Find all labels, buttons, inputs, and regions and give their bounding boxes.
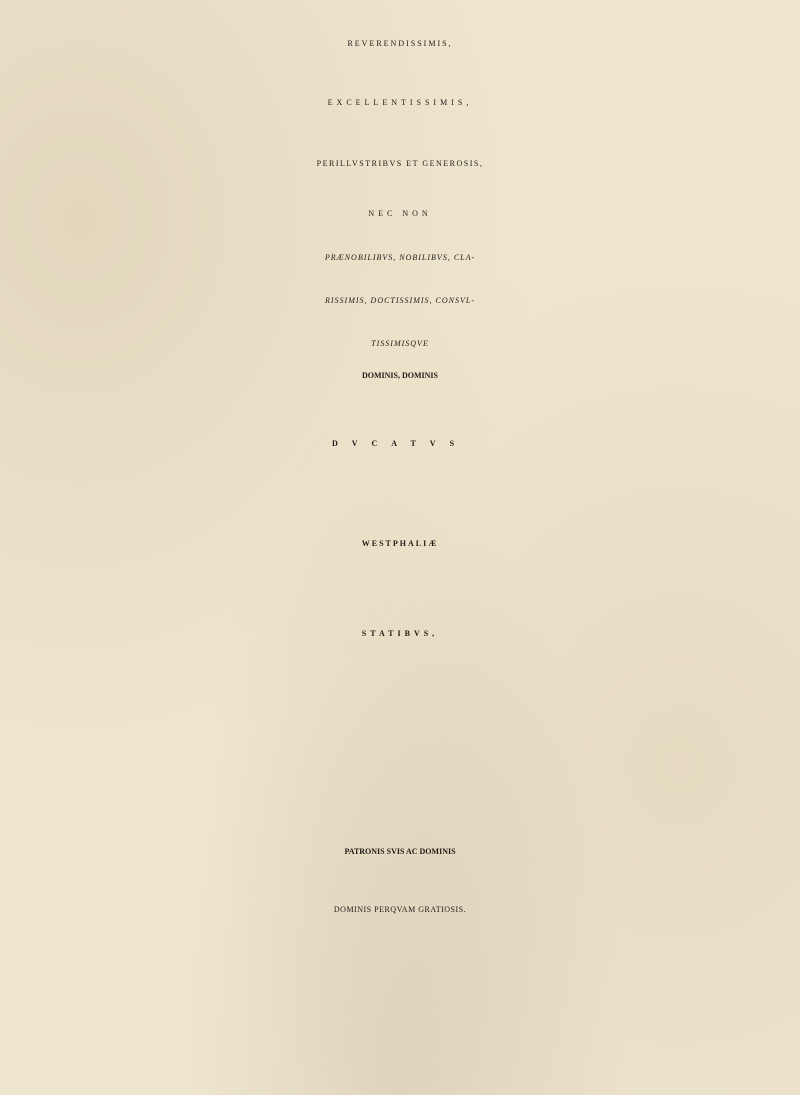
dedication-line-dvcatvs: DVCATVS (331, 439, 469, 448)
dedication-line-statibvs: STATIBVS, (361, 629, 439, 638)
dedication-line-patronis: PATRONIS SVIS AC DOMINIS (344, 847, 456, 856)
dedication-line-tissimisqve: TISSIMISQVE (371, 339, 429, 348)
dedication-line-excellentissimis: EXCELLENTISSIMIS, (327, 98, 473, 107)
dedication-line-perillvstribvs: PERILLVSTRIBVS ET GENEROSIS, (316, 159, 484, 168)
dedication-line-gratiosis: DOMINIS PERQVAM GRATIOSIS. (333, 905, 467, 914)
dedication-line-praenobilibvs: PRÆNOBILIBVS, NOBILIBVS, CLA- (324, 253, 476, 262)
dedication-line-reverendissimis: REVERENDISSIMIS, (347, 39, 453, 48)
dedication-line-rissimis: RISSIMIS, DOCTISSIMIS, CONSVL- (325, 296, 475, 305)
dedication-line-nec-non: NEC NON (368, 209, 432, 218)
dedication-line-westphaliae: WESTPHALIÆ (361, 539, 439, 548)
dedication-line-dominis: DOMINIS, DOMINIS (361, 371, 438, 380)
